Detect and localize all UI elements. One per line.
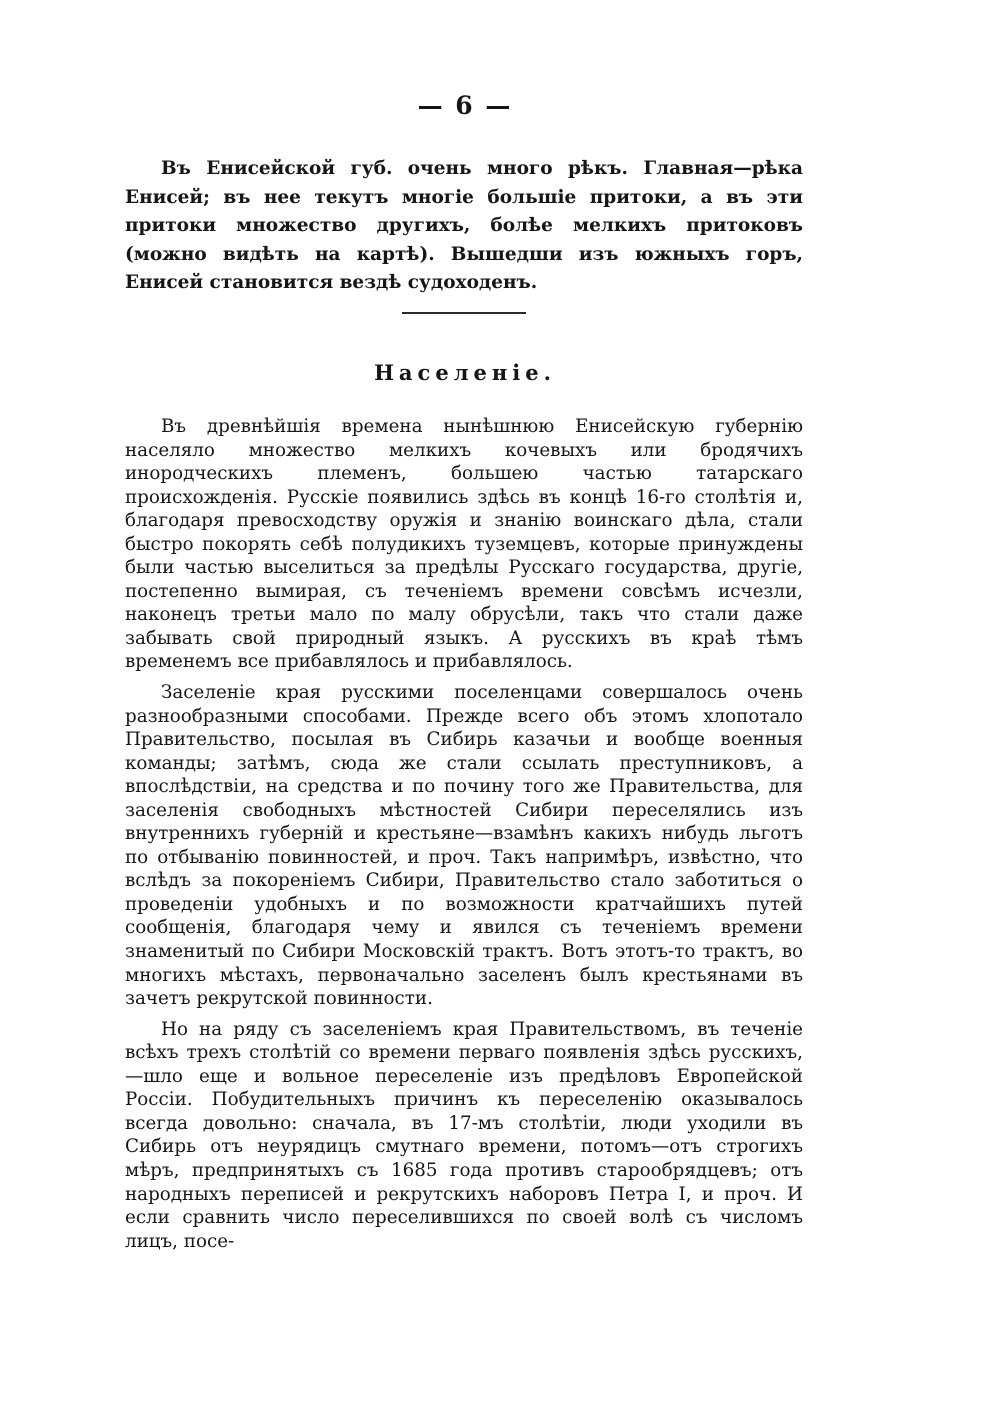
body-paragraph-1: Въ древнѣйшія времена нынѣшнюю Енисейскую губернію населяло множество мелкихъ кочевыхъ или бродячихъ инородческихъ племенъ, большею частью татарскаго происхожденія. Русскіе появились здѣсь въ концѣ 16-го столѣтія и, благодаря превосходству оружія и знанію воинскаго дѣла, стали быстро покорять себѣ полудикихъ туземцевъ, которые принуждены были частью выселиться за предѣлы Русскаго государства, другіе, постепенно вымирая, съ теченіемъ времени совсѣмъ исчезли, наконецъ третьи мало по малу обрусѣли, такъ что стали даже забывать свой природный языкъ. А русскихъ въ краѣ тѣмъ временемъ все прибавлялось и прибавлялось.	[125, 416, 803, 673]
section-heading: Населеніе.	[374, 360, 556, 385]
body-paragraph-2: Заселеніе края русскими поселенцами совершалось очень разнообразными способами. Прежде всего объ этомъ хлопотало Правительство, посылая въ Сибирь казачьи и вообще военныя команды; затѣмъ, сюда же стали ссылать преступниковъ, а впослѣдствіи, на средства и по почину того же Правительства, для заселенія свободныхъ мѣстностей Сибири переселялись изъ внутреннихъ губерній и крестьяне—взамѣнъ какихъ нибудь льготъ по отбыванію повинностей, и проч. Такъ напримѣръ, извѣстно, что вслѣдъ за покореніемъ Сибири, Правительство стало заботиться о проведеніи удобныхъ и по возможности кратчайшихъ путей сообщенія, благодаря чему и явился съ теченіемъ времени знаменитый по Сибири Московскій трактъ. Вотъ этотъ-то трактъ, во многихъ мѣстахъ, первоначально заселенъ былъ крестьянами въ зачетъ рекрутской повинности.	[125, 682, 803, 1010]
page-number: — 6 —	[417, 91, 513, 120]
section-divider	[402, 312, 526, 314]
body-paragraph-3: Но на ряду съ заселеніемъ края Правительствомъ, въ теченіе всѣхъ трехъ столѣтій со времени перваго появленія здѣсь русскихъ,—шло еще и вольное переселеніе изъ предѣловъ Европейской Россіи. Побудительныхъ причинъ къ переселенію оказывалось всегда довольно: сначала, въ 17-мъ столѣтіи, люди уходили въ Сибирь отъ неурядицъ смутнаго времени, потомъ—отъ строгихъ мѣръ, предпринятыхъ съ 1685 года противъ старообрядцевъ; отъ народныхъ переписей и рекрутскихъ наборовъ Петра I, и проч. И если сравнить число переселившихся по своей волѣ съ числомъ лицъ, посе-	[125, 1018, 803, 1252]
intro-paragraph: Въ Енисейской губ. очень много рѣкъ. Главная—рѣка Енисей; въ нее текутъ многіе большіе притоки, а въ эти притоки множество другихъ, болѣе мелкихъ притоковъ (можно видѣть на картѣ). Вышедши изъ южныхъ горъ, Енисей становится вездѣ судоходенъ.	[125, 158, 803, 293]
section-body	[125, 415, 803, 1253]
intro-section	[125, 155, 803, 298]
